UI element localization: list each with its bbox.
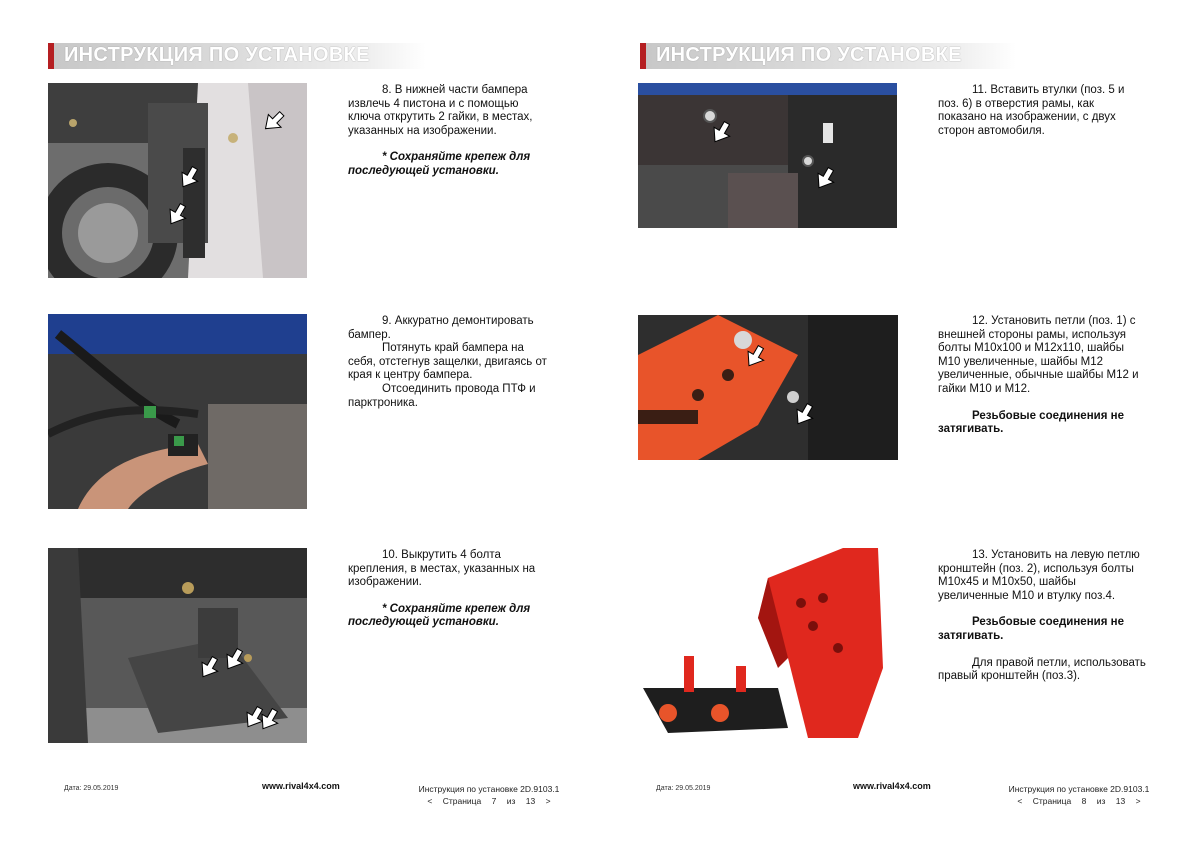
- step-12-photo: [638, 315, 898, 460]
- footer-page-total: 13: [1115, 796, 1126, 806]
- footer-page-number: 7: [491, 796, 497, 806]
- page-header-bar: [48, 43, 426, 69]
- footer-site-link[interactable]: www.rival4x4.com: [853, 781, 931, 791]
- footer-page-indicator: [414, 795, 564, 807]
- step-10-photo: [48, 548, 307, 743]
- page-header-title: ИНСТРУКЦИЯ ПО УСТАНОВКЕ: [64, 44, 370, 66]
- step-12-paragraph: 12. Установить петли (поз. 1) с внешней стороны рамы, используя болты М10х100 и М12х110, шайбы М10 увеличенные, шайбы М12 увеличенные, обычные шайбы М12 и гайки М10 и М12.: [938, 315, 1139, 395]
- step-10-paragraph: 10. Выкрутить 4 болта крепления, в местах, указанных на изображении.: [348, 549, 536, 589]
- step-9-paragraph-1: 9. Аккуратно демонтировать бампер.: [348, 315, 534, 341]
- footer-site-link[interactable]: www.rival4x4.com: [262, 781, 340, 791]
- step-11-paragraph: 11. Вставить втулки (поз. 5 и поз. 6) в отверстия рамы, как показано на изображении, с двух сторон автомобиля.: [938, 84, 1125, 137]
- footer-date: Дата: 29.05.2019: [64, 785, 119, 792]
- footer-page-word: Страница: [442, 796, 482, 806]
- footer-page-of: из: [506, 796, 516, 806]
- footer-doc-title: Инструкция по установке 2D.9103.1: [418, 784, 560, 794]
- step-11-photo: [638, 83, 897, 228]
- footer-page-of: из: [1096, 796, 1106, 806]
- step-13-paragraph: 13. Установить на левую петлю кронштейн (поз. 2), используя болты М10х45 и М10х50, шайбы увеличенные М10 и втулку поз.4.: [938, 549, 1140, 602]
- footer-next-page[interactable]: >: [1135, 796, 1141, 806]
- footer-page-indicator: [1004, 795, 1154, 807]
- footer-doc-info: [414, 783, 564, 807]
- footer-page-number: 8: [1081, 796, 1087, 806]
- step-8-text: [348, 84, 548, 179]
- footer-date: Дата: 29.05.2019: [656, 785, 711, 792]
- footer-doc-title: Инструкция по установке 2D.9103.1: [1008, 784, 1150, 794]
- step-13-text: [938, 549, 1148, 684]
- step-8-note: * Сохраняйте крепеж для последующей установки.: [348, 151, 531, 177]
- right-page: [600, 0, 1200, 848]
- footer-doc-info: [1004, 783, 1154, 807]
- footer-prev-page[interactable]: <: [427, 796, 433, 806]
- step-9-paragraph-3: Отсоединить провода ПТФ и парктроника.: [348, 382, 536, 409]
- step-9-paragraph-2: Потянуть край бампера на себя, отстегнув защелки, двигаясь от края к центру бампера.: [348, 342, 547, 382]
- step-13-warning: Резьбовые соединения не затягивать.: [938, 616, 1124, 642]
- step-11-text: [938, 84, 1138, 138]
- step-12-text: [938, 315, 1148, 437]
- step-8-photo: [48, 83, 307, 278]
- step-10-text: [348, 549, 548, 630]
- footer-next-page[interactable]: >: [545, 796, 551, 806]
- step-9-photo: [48, 314, 307, 509]
- step-8-paragraph: 8. В нижней части бампера извлечь 4 пистона и с помощью ключа открутить 2 гайки, в местах, указанных на изображении.: [348, 84, 533, 137]
- footer-prev-page[interactable]: <: [1017, 796, 1023, 806]
- step-9-text: [348, 315, 548, 410]
- page-header-bar: [640, 43, 1016, 69]
- step-12-warning: Резьбовые соединения не затягивать.: [938, 409, 1124, 436]
- page-header-title: ИНСТРУКЦИЯ ПО УСТАНОВКЕ: [656, 44, 962, 66]
- step-13-extra: Для правой петли, использовать правый кронштейн (поз.3).: [938, 656, 1146, 683]
- step-13-illustration: [638, 548, 898, 743]
- footer-page-total: 13: [525, 796, 536, 806]
- footer-page-word: Страница: [1032, 796, 1072, 806]
- step-10-note: * Сохраняйте крепеж для последующей установки.: [348, 602, 531, 629]
